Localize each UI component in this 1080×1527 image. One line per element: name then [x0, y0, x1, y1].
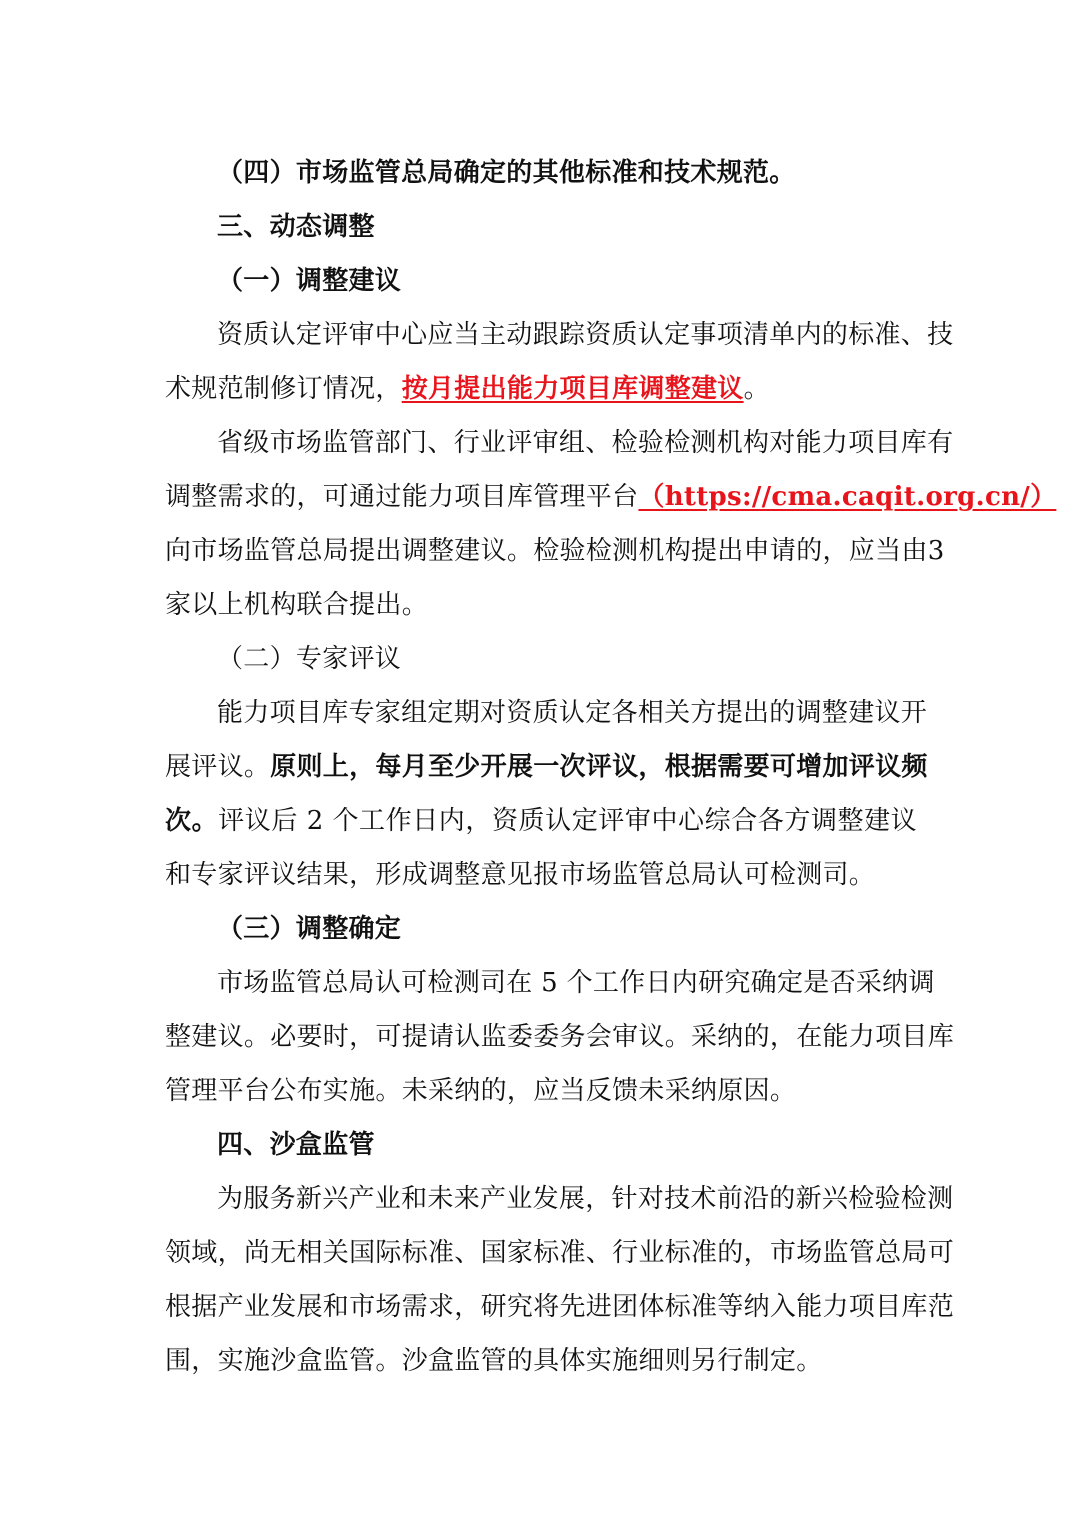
subsection-3-title: （三）调整确定 [217, 914, 402, 944]
paragraph-5-line-1: 为服务新兴产业和未来产业发展，针对技术前沿的新兴检验检测 [217, 1184, 954, 1214]
paragraph-1-line-2 [165, 362, 917, 416]
subsection-1-title: （一）调整建议 [217, 266, 402, 296]
paragraph-5-line-4: 围，实施沙盒监管。沙盒监管的具体实施细则另行制定。 [165, 1346, 823, 1376]
section-4-title: 四、沙盒监管 [217, 1130, 375, 1160]
paragraph-1-text: 术规范制修订情况， [165, 374, 402, 404]
paragraph-2-line-2 [165, 470, 1057, 524]
item-four-heading: （四）市场监管总局确定的其他标准和技术规范。 [217, 158, 796, 188]
review-frequency-bold-end: 次。 [165, 806, 219, 836]
paragraph-1-end: 。 [743, 374, 770, 404]
paragraph-4-line-3: 管理平台公布实施。未采纳的，应当反馈未采纳原因。 [165, 1076, 797, 1106]
monthly-suggestion-highlight: 按月提出能力项目库调整建议 [401, 374, 744, 404]
paragraph-2-line-4: 家以上机构联合提出。 [165, 590, 429, 620]
paragraph-4-line-1: 市场监管总局认可检测司在 5 个工作日内研究确定是否采纳调 [217, 968, 935, 998]
paragraph-3-continued: 评议后 2 个工作日内，资质认定评审中心综合各方调整建议 [218, 806, 917, 836]
review-frequency-bold: 原则上，每月至少开展一次评议，根据需要可增加评议频 [270, 752, 928, 782]
subsection-2-title: （二）专家评议 [217, 644, 402, 674]
paragraph-4-line-2: 整建议。必要时，可提请认监委委务会审议。采纳的，在能力项目库 [165, 1022, 955, 1052]
paragraph-3-line-4: 和专家评议结果，形成调整意见报市场监管总局认可检测司。 [165, 860, 876, 890]
paragraph-3-text: 展评议。 [165, 752, 271, 782]
paragraph-2-text: 调整需求的，可通过能力项目库管理平台 [165, 482, 639, 512]
paragraph-5-line-3: 根据产业发展和市场需求，研究将先进团体标准等纳入能力项目库范 [165, 1292, 955, 1322]
paragraph-2-line-1: 省级市场监管部门、行业评审组、检验检测机构对能力项目库有 [217, 428, 954, 458]
document-page [165, 146, 1057, 1388]
paragraph-3-line-1: 能力项目库专家组定期对资质认定各相关方提出的调整建议开 [217, 698, 928, 728]
paragraph-3-line-3 [165, 794, 917, 848]
paragraph-1-line-1: 资质认定评审中心应当主动跟踪资质认定事项清单内的标准、技 [217, 320, 954, 350]
paragraph-2-line-3: 向市场监管总局提出调整建议。检验检测机构提出申请的，应当由3 [165, 536, 945, 566]
paragraph-3-line-2 [165, 740, 928, 794]
section-3-title: 三、动态调整 [217, 212, 375, 242]
paragraph-5-line-2: 领域，尚无相关国际标准、国家标准、行业标准的，市场监管总局可 [165, 1238, 955, 1268]
platform-url-link[interactable]: （https://cma.caqit.org.cn/） [638, 482, 1057, 512]
